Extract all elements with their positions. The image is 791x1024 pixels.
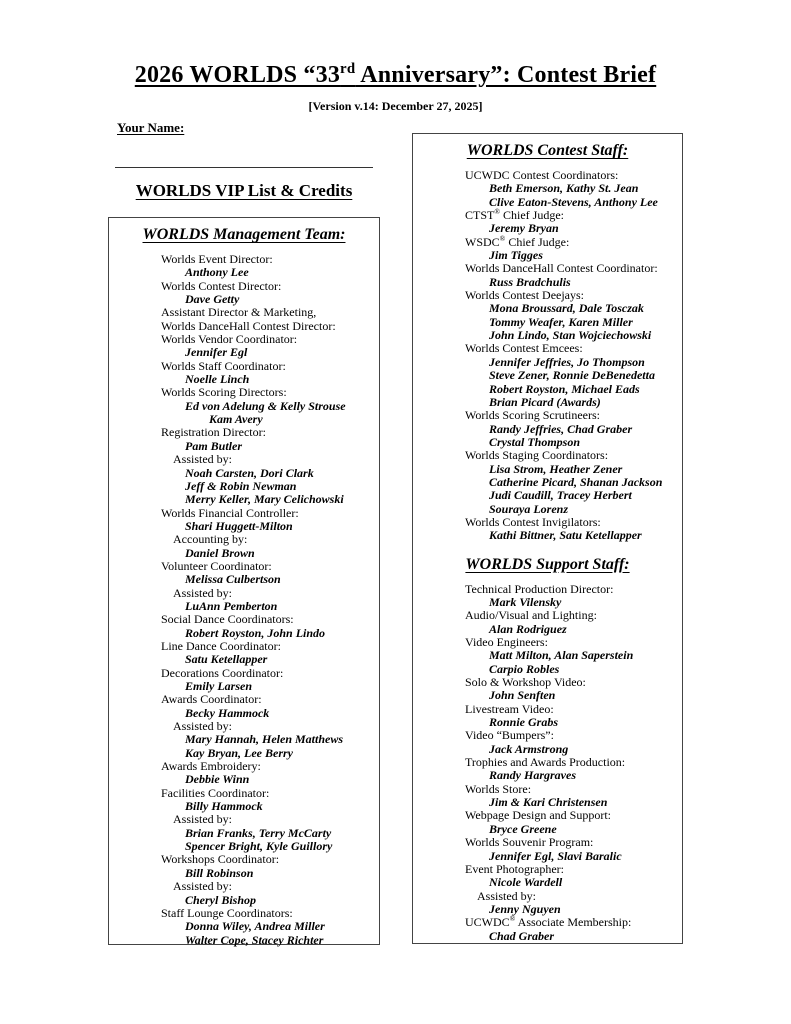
credit-name: Brian Franks, Terry McCarty bbox=[185, 825, 332, 840]
credit-name: Matt Milton, Alan Saperstein bbox=[489, 648, 634, 663]
credit-name: John Senften bbox=[489, 688, 556, 703]
title-text-suffix: Anniversary”: Contest Brief bbox=[355, 62, 657, 88]
credit-role: UCWDC® Associate Membership: bbox=[465, 914, 632, 930]
credit-role: Video “Bumpers”: bbox=[465, 728, 554, 743]
credit-name: Pam Butler bbox=[185, 438, 243, 453]
management-team-box bbox=[108, 217, 380, 945]
credit-role: Workshops Coordinator: bbox=[161, 852, 280, 867]
signature-line bbox=[115, 167, 373, 168]
credit-role: Worlds Contest Emcees: bbox=[465, 341, 583, 356]
credit-name: Jim Tigges bbox=[489, 248, 543, 263]
credit-sublabel: Assisted by: bbox=[173, 585, 233, 600]
contest-staff-heading: WORLDS Contest Staff: bbox=[466, 142, 629, 159]
your-name-label: Your Name: bbox=[117, 120, 185, 135]
credit-name: Steve Zener, Ronnie DeBenedetta bbox=[489, 368, 655, 383]
credit-role: UCWDC Contest Coordinators: bbox=[465, 168, 619, 182]
credit-name: Robert Royston, John Lindo bbox=[185, 625, 326, 640]
credit-name: Randy Jeffries, Chad Graber bbox=[489, 421, 633, 436]
credit-role: Trophies and Awards Production: bbox=[465, 755, 626, 770]
title-ordinal-superscript: rd bbox=[340, 61, 356, 77]
credit-name: Jennifer Jeffries, Jo Thompson bbox=[489, 354, 645, 369]
credit-name: Ed von Adelung & Kelly Strouse bbox=[185, 398, 346, 413]
credit-name: Mark Vilensky bbox=[489, 594, 562, 609]
credit-name: Billy Hammock bbox=[185, 799, 263, 814]
credit-name: Noah Carsten, Dori Clark bbox=[185, 465, 314, 480]
credit-name: Becky Hammock bbox=[185, 705, 270, 720]
title-text: 2026 WORLDS “33 bbox=[134, 62, 341, 88]
credit-role: Worlds Event Director: bbox=[161, 252, 273, 266]
credit-name: Dave Getty bbox=[185, 292, 240, 307]
credit-name: Jeremy Bryan bbox=[489, 221, 559, 236]
credit-name: Beth Emerson, Kathy St. Jean bbox=[489, 181, 639, 196]
vip-list-heading: WORLDS VIP List & Credits bbox=[135, 181, 353, 200]
credit-name: Robert Royston, Michael Eads bbox=[489, 381, 640, 396]
credit-role: Worlds Contest Director: bbox=[161, 278, 282, 293]
credit-name: Souraya Lorenz bbox=[489, 501, 569, 516]
credit-name: Bill Robinson bbox=[185, 865, 254, 880]
credit-name: Kam Avery bbox=[209, 412, 263, 427]
credit-name: Shari Huggett-Milton bbox=[185, 518, 293, 533]
credit-name: Spencer Bright, Kyle Guillory bbox=[185, 839, 333, 854]
credit-sublabel: Accounting by: bbox=[173, 532, 248, 547]
credit-role: Worlds Financial Controller: bbox=[161, 505, 299, 520]
credit-name: Jennifer Egl bbox=[185, 345, 248, 360]
credit-role: Worlds Contest Invigilators: bbox=[465, 514, 601, 529]
credit-role: Worlds Souvenir Program: bbox=[465, 835, 594, 850]
credit-role: Webpage Design and Support: bbox=[465, 808, 612, 823]
credit-name: Randy Hargraves bbox=[489, 768, 576, 783]
credit-name: Tommy Weafer, Karen Miller bbox=[489, 314, 633, 329]
credit-name: Daniel Brown bbox=[185, 545, 255, 560]
document-title bbox=[0, 62, 791, 89]
credit-name: Ronnie Grabs bbox=[489, 715, 559, 730]
credit-role: Assistant Director & Marketing, bbox=[161, 305, 317, 320]
credit-name: Crystal Thompson bbox=[489, 434, 581, 449]
credit-role: Volunteer Coordinator: bbox=[161, 558, 272, 573]
credit-name: Jennifer Egl, Slavi Baralic bbox=[489, 848, 622, 863]
credit-name: Jeff & Robin Newman bbox=[185, 478, 297, 493]
credit-name: Nicole Wardell bbox=[489, 875, 563, 890]
version-line: [Version v.14: December 27, 2025] bbox=[308, 99, 483, 113]
credit-role: Worlds Contest Deejays: bbox=[465, 288, 585, 303]
credit-role: Facilities Coordinator: bbox=[161, 785, 270, 800]
credit-name: Jim & Kari Christensen bbox=[489, 795, 608, 810]
credit-role: Staff Lounge Coordinators: bbox=[161, 905, 293, 920]
credit-role: Registration Director: bbox=[161, 425, 266, 440]
credit-name: Donna Wiley, Andrea Miller bbox=[185, 919, 325, 934]
credit-name: Jack Armstrong bbox=[489, 741, 569, 756]
credit-name: Chad Graber bbox=[489, 928, 555, 943]
management-team-heading: WORLDS Management Team: bbox=[142, 226, 346, 243]
credit-name: Melissa Culbertson bbox=[185, 572, 281, 587]
credit-role: Worlds Store: bbox=[465, 781, 532, 796]
credit-role: Line Dance Coordinator: bbox=[161, 638, 281, 653]
credit-name: Clive Eaton-Stevens, Anthony Lee bbox=[489, 194, 658, 209]
credit-name: Emily Larsen bbox=[185, 679, 253, 693]
credit-role: Awards Coordinator: bbox=[161, 692, 262, 707]
credit-role: Worlds Staging Coordinators: bbox=[465, 448, 609, 463]
credit-role: Worlds Scoring Directors: bbox=[161, 385, 287, 400]
credit-name: Brian Picard (Awards) bbox=[489, 394, 601, 409]
credit-role: Worlds DanceHall Contest Director: bbox=[161, 318, 336, 333]
credit-role: CTST® Chief Judge: bbox=[465, 207, 564, 223]
credit-name: Noelle Linch bbox=[185, 372, 250, 387]
credit-name: Bryce Greene bbox=[489, 821, 557, 836]
credit-name: Anthony Lee bbox=[185, 265, 249, 280]
credit-name: Mona Broussard, Dale Tosczak bbox=[489, 301, 644, 316]
credit-name: Lisa Strom, Heather Zener bbox=[489, 461, 623, 476]
credit-sublabel: Assisted by: bbox=[477, 888, 537, 903]
credit-name: Mary Hannah, Helen Matthews bbox=[185, 732, 344, 747]
credit-name: Jenny Nguyen bbox=[489, 901, 561, 916]
credit-name: Debbie Winn bbox=[185, 772, 250, 787]
credit-role: Technical Production Director: bbox=[465, 581, 614, 596]
credit-name: LuAnn Pemberton bbox=[185, 598, 278, 613]
contest-staff-list bbox=[413, 169, 682, 543]
credit-sublabel: Assisted by: bbox=[173, 452, 233, 467]
credit-role: WSDC® Chief Judge: bbox=[465, 233, 570, 249]
credit-name: Merry Keller, Mary Celichowski bbox=[185, 492, 344, 507]
credit-name: Walter Cope, Stacey Richter bbox=[185, 932, 324, 947]
credit-name: Judi Caudill, Tracey Herbert bbox=[489, 488, 632, 503]
credit-sublabel: Assisted by: bbox=[173, 879, 233, 894]
credit-role: Awards Embroidery: bbox=[161, 759, 261, 774]
credit-name: Alan Rodriguez bbox=[489, 621, 567, 636]
credit-role: Decorations Coordinator: bbox=[161, 665, 284, 680]
credit-sublabel: Assisted by: bbox=[173, 719, 233, 734]
staff-box bbox=[412, 133, 683, 944]
credit-role: Worlds Staff Coordinator: bbox=[161, 358, 286, 373]
credit-role: Worlds Vendor Coordinator: bbox=[161, 332, 298, 347]
credit-sublabel: Assisted by: bbox=[173, 812, 233, 827]
management-team-list bbox=[109, 253, 379, 947]
credit-role: Audio/Visual and Lighting: bbox=[465, 608, 597, 623]
credit-role: Event Photographer: bbox=[465, 861, 564, 876]
credit-role: Social Dance Coordinators: bbox=[161, 612, 294, 627]
credit-role: Worlds Scoring Scrutineers: bbox=[465, 408, 601, 423]
credit-name: Satu Ketellapper bbox=[185, 652, 268, 667]
credit-name: John Lindo, Stan Wojciechowski bbox=[489, 328, 652, 343]
credit-name: Kay Bryan, Lee Berry bbox=[185, 745, 293, 760]
credit-name: Catherine Picard, Shanan Jackson bbox=[489, 474, 663, 489]
credit-name: Cheryl Bishop bbox=[185, 892, 257, 907]
credit-name: Carpio Robles bbox=[489, 661, 560, 676]
credit-role: Solo & Workshop Video: bbox=[465, 675, 586, 690]
credit-role: Livestream Video: bbox=[465, 701, 554, 716]
credit-role: Worlds DanceHall Contest Coordinator: bbox=[465, 261, 658, 276]
support-staff-heading: WORLDS Support Staff: bbox=[465, 555, 630, 573]
support-staff-list bbox=[413, 583, 682, 943]
credit-role: Video Engineers: bbox=[465, 635, 548, 649]
credit-name: Kathi Bittner, Satu Ketellapper bbox=[489, 528, 642, 543]
credit-name: Russ Bradchulis bbox=[489, 274, 571, 289]
